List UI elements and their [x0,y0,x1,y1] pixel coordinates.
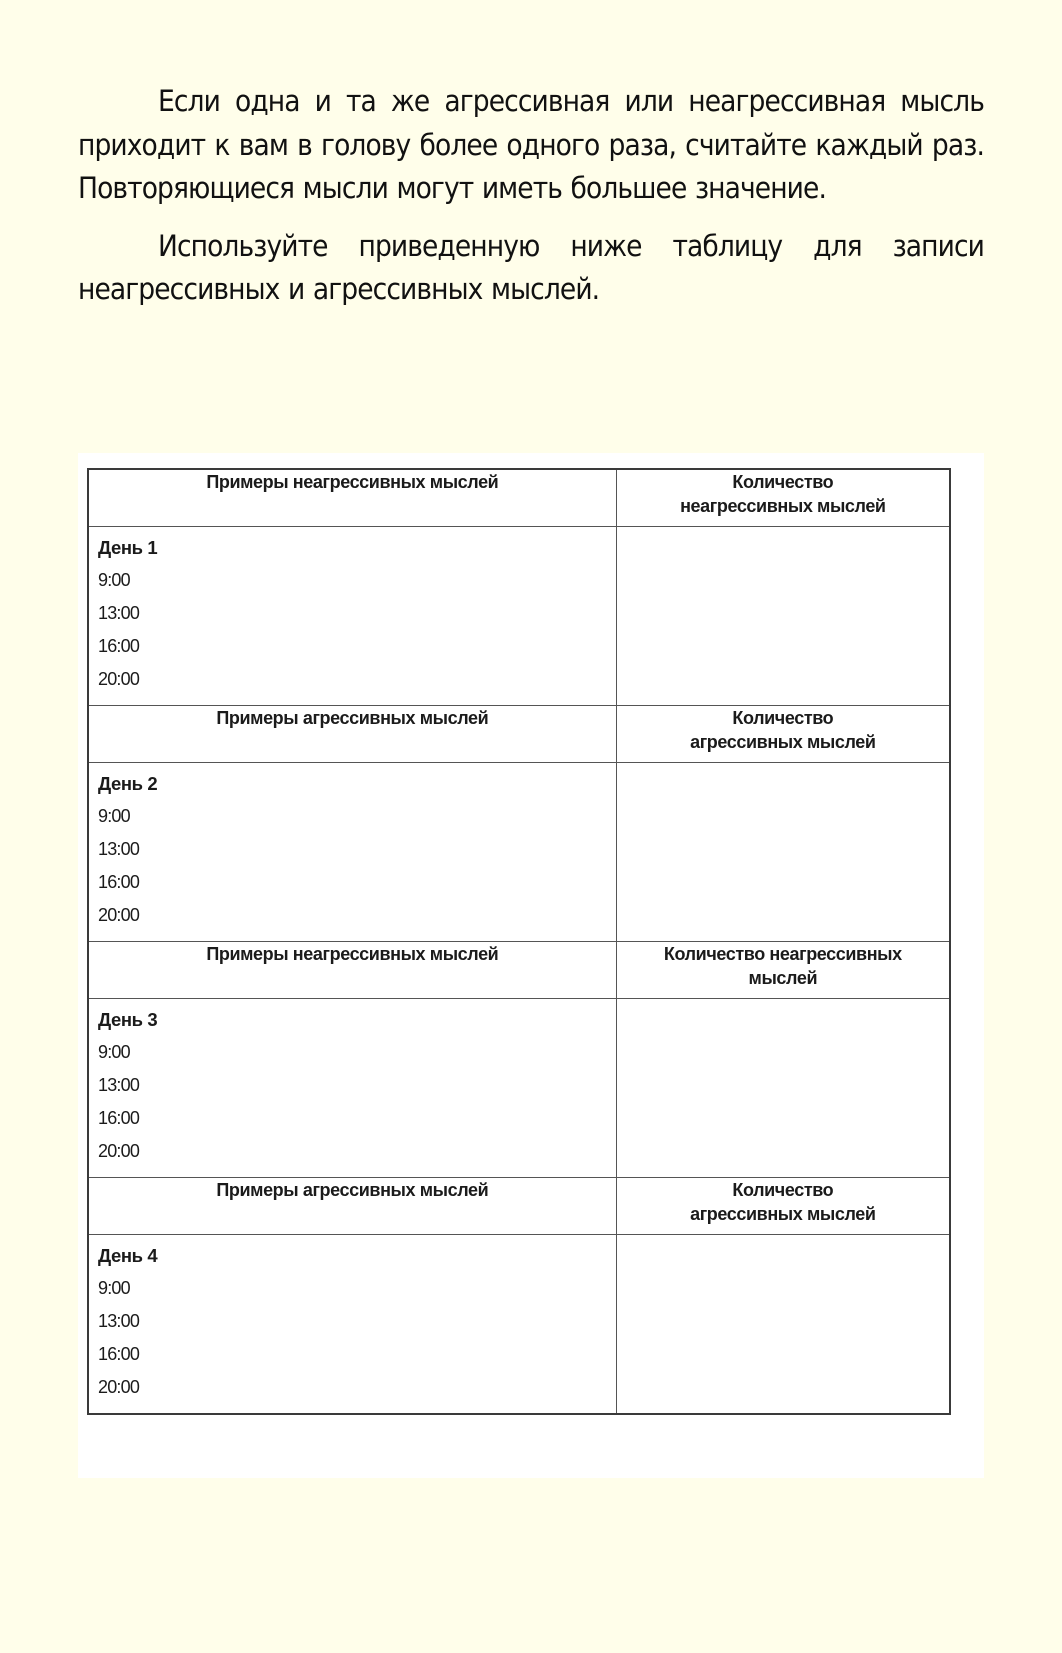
count-header-line1: Количество неагрессивных [663,944,902,964]
section-header-row [88,706,950,763]
day-label: День 3 [98,1009,158,1030]
count-header-line1: Количество [732,472,834,492]
time-label: 9:00 [98,570,130,590]
section-header-row [88,469,950,527]
time-label: 9:00 [98,806,130,826]
day-label: День 4 [98,1245,158,1266]
count-header-line2: агрессивных мыслей [690,1204,876,1224]
time-label: 9:00 [98,1278,130,1298]
count-header-line1: Количество [732,1180,834,1200]
time-label: 9:00 [98,1042,130,1062]
count-header-line2: агрессивных мыслей [690,732,876,752]
time-label: 13:00 [98,1311,140,1331]
time-label: 13:00 [98,603,140,623]
examples-header-label: Примеры агрессивных мыслей [216,1180,489,1200]
count-header-line2: мыслей [748,968,818,988]
examples-header-label: Примеры агрессивных мыслей [216,708,489,728]
time-label: 16:00 [98,872,140,892]
count-cell[interactable] [616,527,950,706]
count-cell[interactable] [616,1235,950,1415]
day-label: День 1 [98,537,158,558]
time-label: 20:00 [98,905,140,925]
count-header [616,942,950,999]
time-label: 20:00 [98,669,140,689]
paragraph-use-table: Используйте приведенную ниже таблицу для записи неагрессивных и агрессивных мыслей. [78,228,984,306]
examples-header [88,706,616,763]
examples-header-label: Примеры неагрессивных мыслей [206,944,499,964]
day-row [88,527,950,706]
day-row [88,1235,950,1415]
examples-header-label: Примеры неагрессивных мыслей [206,472,499,492]
day-row [88,763,950,942]
count-cell[interactable] [616,763,950,942]
time-label: 16:00 [98,1344,140,1364]
count-header-line1: Количество [732,708,834,728]
count-header [616,469,950,527]
examples-cell[interactable] [88,763,616,942]
time-label: 13:00 [98,1075,140,1095]
day-label: День 2 [98,773,158,794]
section-header-row [88,1178,950,1235]
examples-cell[interactable] [88,999,616,1178]
examples-header [88,942,616,999]
count-header [616,706,950,763]
instructions-text [78,80,984,326]
time-label: 20:00 [98,1377,140,1397]
paragraph-repeat-thoughts: Если одна и та же агрессивная или неагрессивная мысль приходит к вам в голову более одного раза, считайте каждый раз. Повторяющиеся мысли могут иметь большее значение. [78,84,984,205]
examples-header [88,469,616,527]
count-header [616,1178,950,1235]
thought-log-table [87,468,951,1415]
time-label: 13:00 [98,839,140,859]
time-label: 16:00 [98,1108,140,1128]
count-header-line2: неагрессивных мыслей [680,496,886,516]
day-row [88,999,950,1178]
examples-cell[interactable] [88,1235,616,1415]
examples-header [88,1178,616,1235]
thought-log-figure [78,453,984,1478]
time-label: 20:00 [98,1141,140,1161]
count-cell[interactable] [616,999,950,1178]
examples-cell[interactable] [88,527,616,706]
section-header-row [88,942,950,999]
time-label: 16:00 [98,636,140,656]
